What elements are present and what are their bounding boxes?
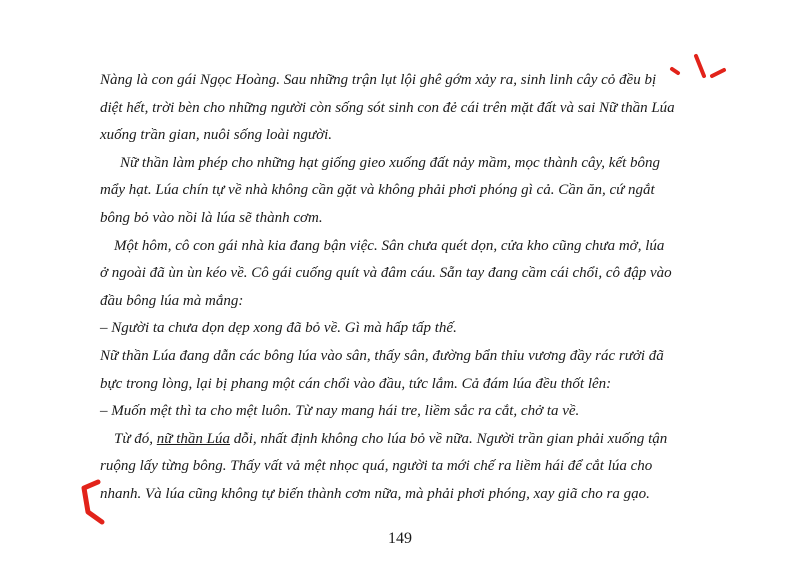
text-line: bông bỏ vào nồi là lúa sẽ thành cơm.	[100, 209, 323, 226]
text-line: ruộng lấy từng bông. Thấy vất vả mệt nhọc quá, người ta mới chế ra liềm hái để cắt lúa cho	[100, 458, 653, 475]
text-line: – Người ta chưa dọn dẹp xong đã bỏ về. Gì mà hấp tấp thế.	[100, 320, 457, 337]
text-segment: dỗi, nhất định không cho lúa bỏ về nữa. Người trần gian phải xuống tận	[229, 430, 668, 447]
text-line: bực trong lòng, lại bị phang một cán chổi vào đầu, tức lắm. Cả đám lúa đều thốt lên:	[100, 375, 612, 392]
text-line: – Muốn mệt thì ta cho mệt luôn. Từ nay mang hái tre, liềm sắc ra cắt, chở ta về.	[100, 403, 580, 420]
text-line: đầu bông lúa mà mắng:	[100, 292, 244, 309]
text-line	[100, 426, 726, 454]
text-segment: Từ đó,	[114, 430, 157, 447]
text-line: Nàng là con gái Ngọc Hoàng. Sau những trận lụt lội ghê gớm xảy ra, sinh linh cây cỏ đều bị	[100, 72, 657, 88]
text-line: diệt hết, trời bèn cho những người còn sống sót sinh con đẻ cái trên mặt đất và sai Nữ thần Lúa	[100, 99, 675, 116]
text-line: Nữ thần làm phép cho những hạt giống gieo xuống đất nảy mầm, mọc thành cây, kết bông	[120, 154, 661, 171]
text-line: nhanh. Và lúa cũng không tự biến thành cơm nữa, mà phải phơi phóng, xay giã cho ra gạo.	[100, 485, 650, 502]
underlined-term: nữ thần Lúa	[156, 430, 230, 447]
text-line: Một hôm, cô con gái nhà kia đang bận việc. Sân chưa quét dọn, cửa kho cũng chưa mở, lúa	[114, 237, 665, 254]
crop-mark-bottom-left-icon	[74, 478, 114, 526]
text-line: Nữ thần Lúa đang dẫn các bông lúa vào sân, thấy sân, đường bẩn thỉu vương đầy rác rưởi đã	[100, 347, 664, 364]
story-text	[100, 67, 726, 509]
text-line: ở ngoài đã ùn ùn kéo về. Cô gái cuống quít và đâm cáu. Sẵn tay đang cầm cái chổi, cô đập vào	[100, 265, 672, 282]
text-line: mẩy hạt. Lúa chín tự về nhà không cần gặt và không phải phơi phóng gì cả. Cần ăn, cứ ngắt	[100, 182, 655, 199]
crop-mark-top-right-icon	[662, 52, 742, 92]
text-line: xuống trần gian, nuôi sống loài người.	[100, 127, 333, 144]
page-number: 149	[388, 530, 412, 547]
